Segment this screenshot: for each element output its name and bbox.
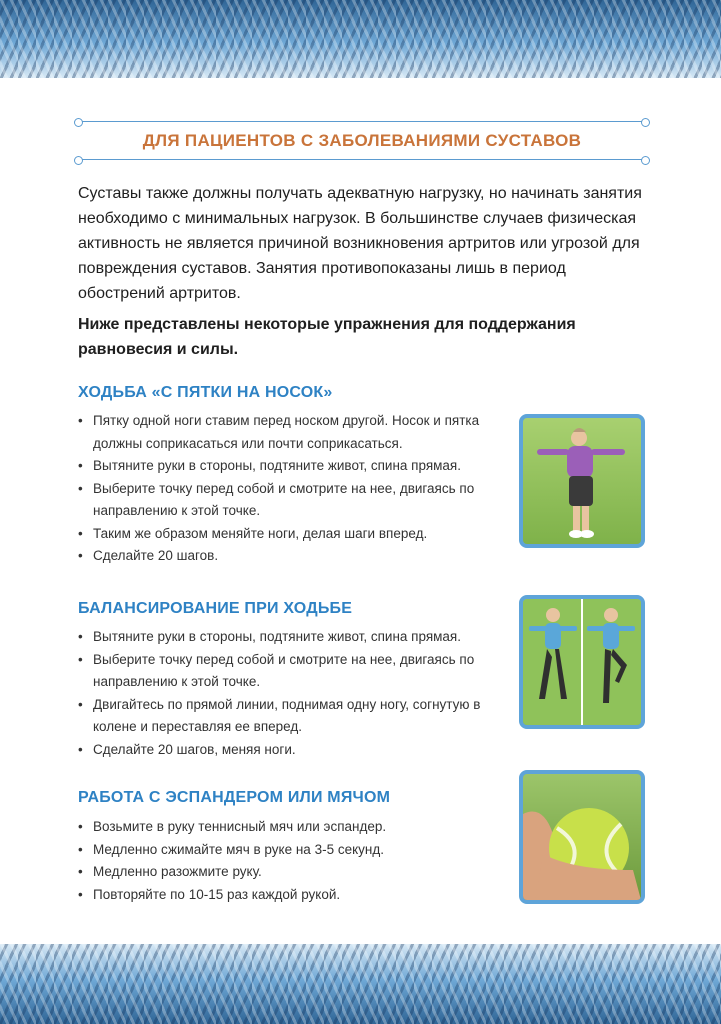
exercise-title-heel-toe: ХОДЬБА «С ПЯТКИ НА НОСОК»	[78, 384, 333, 401]
man-balancing-illustration	[523, 599, 641, 725]
exercise-title-expander: РАБОТА С ЭСПАНДЕРОМ ИЛИ МЯЧОМ	[78, 789, 391, 806]
list-item: • Двигайтесь по прямой линии, поднимая одну ногу, согнутую в колене и переставляя ее вперед.	[78, 694, 508, 739]
knitted-border-bottom	[0, 944, 721, 1024]
knitted-border-top	[0, 0, 721, 78]
intro-paragraph: Суставы также должны получать адекватную нагрузку, но начинать занятия необходимо с минимальных нагрузок. В большинстве случаев физическая активность не является причиной возникновения артритов или угрозой для повреждения суставов. Занятия противопоказаны лишь в период обострений артритов.	[78, 185, 642, 302]
list-item: • Возьмите в руку теннисный мяч или эспандер.	[78, 816, 508, 839]
list-item: • Сделайте 20 шагов, меняя ноги.	[78, 739, 508, 762]
list-item: • Медленно разожмите руку.	[78, 861, 508, 884]
list-item: • Вытяните руки в стороны, подтяните живот, спина прямая.	[78, 455, 508, 478]
section-header	[78, 117, 646, 165]
exercise-title-balance-walk: БАЛАНСИРОВАНИЕ ПРИ ХОДЬБЕ	[78, 600, 353, 617]
lead-paragraph: Ниже представлены некоторые упражнения для поддержания равновесия и силы.	[78, 316, 576, 358]
list-item: • Пятку одной ноги ставим перед носком другой. Носок и пятка должны соприкасаться или почти соприкасаться.	[78, 410, 508, 455]
list-item: • Повторяйте по 10-15 раз каждой рукой.	[78, 884, 508, 907]
exercise-list-heel-toe	[78, 410, 508, 568]
photo-balance-walk	[519, 595, 645, 729]
exercise-list-expander	[78, 816, 508, 906]
divider-top	[78, 121, 646, 122]
list-item: • Таким же образом меняйте ноги, делая шаги вперед.	[78, 523, 508, 546]
hand-with-ball-illustration	[523, 774, 641, 900]
photo-tennis-ball	[519, 770, 645, 904]
page-title: ДЛЯ ПАЦИЕНТОВ С ЗАБОЛЕВАНИЯМИ СУСТАВОВ	[142, 131, 582, 150]
list-item: • Выберите точку перед собой и смотрите на нее, двигаясь по направлению к этой точке.	[78, 478, 508, 523]
photo-heel-toe-walk	[519, 414, 645, 548]
list-item: • Медленно сжимайте мяч в руке на 3-5 секунд.	[78, 839, 508, 862]
divider-bottom	[78, 159, 646, 160]
list-item: • Сделайте 20 шагов.	[78, 545, 508, 568]
list-item: • Выберите точку перед собой и смотрите на нее, двигаясь по направлению к этой точке.	[78, 649, 508, 694]
exercise-list-balance-walk	[78, 626, 508, 761]
woman-arms-out-illustration	[523, 418, 641, 544]
list-item: • Вытяните руки в стороны, подтяните живот, спина прямая.	[78, 626, 508, 649]
